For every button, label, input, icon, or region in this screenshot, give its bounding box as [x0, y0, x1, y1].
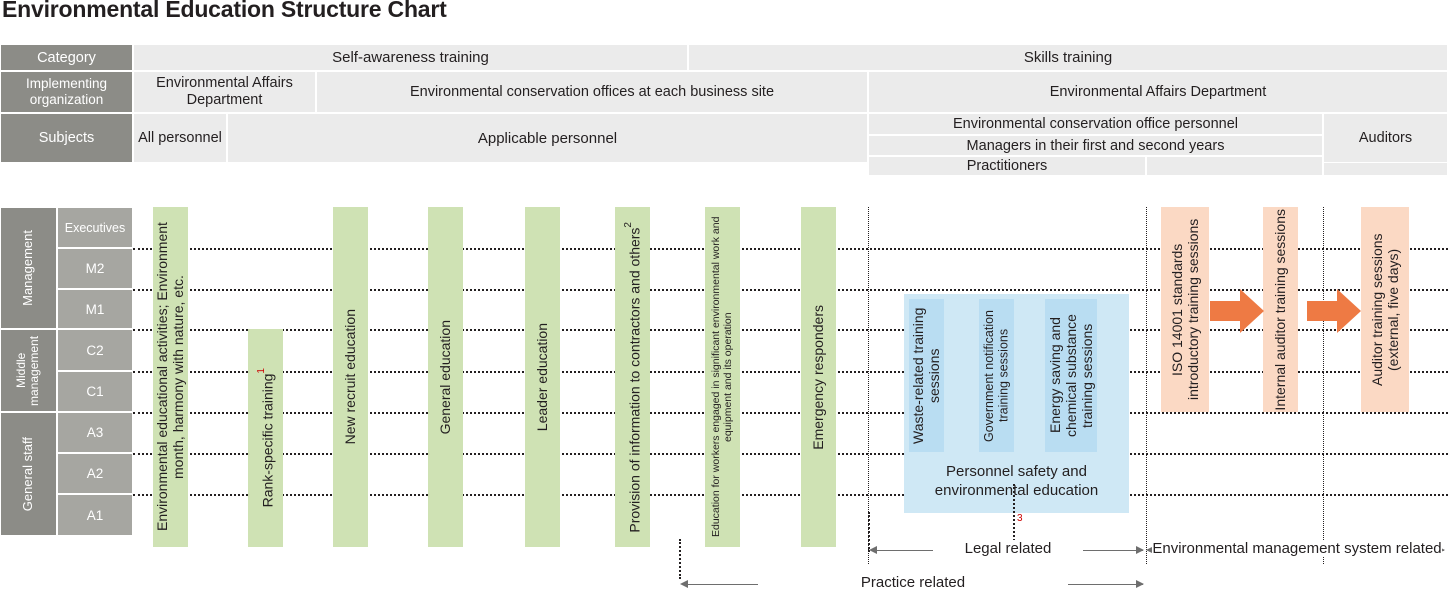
category-self-awareness: Self-awareness training [133, 44, 688, 71]
section-divider-skills [868, 207, 869, 564]
rank-executives: Executives [57, 207, 133, 248]
bracket-legal-arrow-right [1136, 546, 1144, 554]
page-title: Environmental Education Structure Chart [2, 0, 447, 22]
auditors-filler [1323, 163, 1448, 176]
bracket-ems-label: Environmental management system related [1152, 540, 1442, 557]
footnote-1: 1 [255, 368, 267, 374]
program-bar-14: Auditor training sessions (external, five days) [1361, 207, 1409, 412]
practice-left-guide [679, 539, 681, 579]
program-bar-2: Rank-specific training$^1$ [248, 329, 283, 547]
chart-grid [0, 44, 1448, 591]
row-label-implementing-organization: Implementing organization [0, 71, 133, 113]
program-bar-8: Emergency responders [801, 207, 836, 547]
bracket-legal-arrow-left [869, 546, 877, 554]
bracket-legal-label: Legal related [933, 540, 1083, 558]
subject-row-filler [1146, 156, 1323, 176]
category-skills: Skills training [688, 44, 1448, 71]
program-bar-9: Waste-related training sessions [909, 299, 944, 452]
bracket-practice-label: Practice related [758, 574, 1068, 592]
footnote-2: 2 [622, 221, 634, 228]
grouped-block-label: Personnel safety and environmental education [934, 462, 1099, 499]
subject-auditors: Auditors [1323, 113, 1448, 163]
arrow-icon-2 [1307, 287, 1361, 335]
program-bar-1: Environmental educational activities; Environment month, harmony with nature, etc. [153, 207, 188, 547]
subject-managers: Managers in their first and second years [868, 135, 1323, 156]
program-bar-13: Internal auditor training sessions [1263, 207, 1298, 412]
rank-a1: A1 [57, 494, 133, 536]
row-divider-6 [133, 453, 1448, 455]
subject-applicable-personnel: Applicable personnel [227, 113, 868, 163]
rank-c2: C2 [57, 329, 133, 371]
org-environmental-affairs-1: Environmental Affairs Department [133, 71, 316, 113]
subject-all-personnel: All personnel [133, 113, 227, 163]
subject-conservation-personnel: Environmental conservation office personnel [868, 113, 1323, 135]
program-bar-5: Leader education [525, 207, 560, 547]
row-label-subjects: Subjects [0, 113, 133, 163]
bracket-practice-arrow-right [1136, 580, 1144, 588]
org-conservation-offices: Environmental conservation offices at each business site [316, 71, 868, 113]
program-bar-4: General education [428, 207, 463, 547]
rank-group-middle-management: Middle management [0, 329, 57, 412]
rank-group-management: Management [0, 207, 57, 329]
rank-a3: A3 [57, 412, 133, 453]
org-environmental-affairs-2: Environmental Affairs Department [868, 71, 1448, 113]
rank-m1: M1 [57, 289, 133, 329]
plot-area [133, 207, 1448, 564]
section-divider-ems [1146, 207, 1147, 564]
arrow-icon-1 [1210, 287, 1264, 335]
rank-m2: M2 [57, 248, 133, 289]
program-bar-11: Energy saving and chemical substance training sessions [1045, 299, 1097, 452]
section-divider-auditors [1323, 207, 1324, 564]
row-label-category: Category [0, 44, 133, 71]
rank-c1: C1 [57, 371, 133, 412]
footnote-3: 3 [1017, 513, 1023, 524]
row-divider-5 [133, 412, 1448, 414]
program-bar-10: Government notification training sessions [979, 299, 1014, 452]
rank-group-general-staff: General staff [0, 412, 57, 536]
rank-a2: A2 [57, 453, 133, 494]
row-divider-7 [133, 494, 1448, 496]
row-divider-4 [133, 371, 1448, 373]
program-bar-7: Education for workers engaged in significant environmental work and equipment and its operation [705, 207, 740, 547]
program-bar-3: New recruit education [333, 207, 368, 547]
subject-practitioners: Practitioners [868, 156, 1146, 176]
program-bar-12: ISO 14001 standards introductory training sessions [1161, 207, 1209, 412]
row-divider-1 [133, 248, 1448, 250]
program-bar-6: Provision of information to contractors and others$^2$ [615, 207, 650, 547]
bracket-practice-arrow-left [680, 580, 688, 588]
